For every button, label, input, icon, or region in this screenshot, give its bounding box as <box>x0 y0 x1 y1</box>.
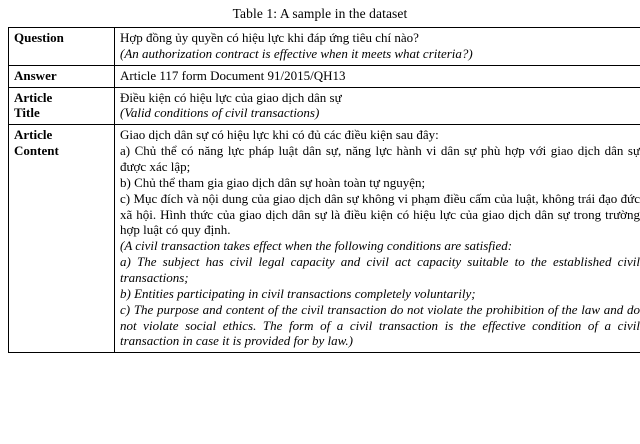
content-line: a) Chủ thể có năng lực pháp luật dân sự, năng lực hành vi dân sự phù hợp với giao dịch dân sự được xác lập; <box>120 143 640 175</box>
row-label-line: Article <box>14 89 53 105</box>
sample-table <box>8 27 640 353</box>
row-label-article-content <box>9 125 115 353</box>
table-row <box>9 28 640 66</box>
row-content-article-content <box>115 125 640 353</box>
row-content-answer <box>115 65 640 87</box>
content-line: c) The purpose and content of the civil transaction do not violate the prohibition of the law and do not violate social ethics. The form of a civil transaction is the effective condition of a civil transaction in case it is provided for by law.) <box>120 301 640 349</box>
content-line: a) The subject has civil legal capacity and civil act capacity suitable to the established civil transactions; <box>120 254 640 286</box>
content-line: c) Mục đích và nội dung của giao dịch dân sự không vi phạm điều cấm của luật, không trái đạo đức xã hội. Hình thức của giao dịch dân sự là điều kiện có hiệu lực của giao dịch dân sự trong trường hợp luật có quy định. <box>120 190 640 238</box>
table-row <box>9 125 640 353</box>
row-label-line: Article <box>14 127 53 143</box>
row-label-line: Title <box>14 105 40 121</box>
content-line: b) Entities participating in civil transactions completely voluntarily; <box>120 285 476 301</box>
content-line: (Valid conditions of civil transactions) <box>120 105 320 121</box>
content-line: b) Chủ thể tham gia giao dịch dân sự hoàn toàn tự nguyện; <box>120 174 426 190</box>
content-line: (An authorization contract is effective when it meets what criteria?) <box>120 45 473 61</box>
row-content-question <box>115 28 640 66</box>
content-line: Hợp đồng ủy quyền có hiệu lực khi đáp ứng tiêu chí nào? <box>120 30 419 45</box>
table-row <box>9 87 640 125</box>
content-line: Điều kiện có hiệu lực của giao dịch dân sự <box>120 89 342 105</box>
row-label-answer <box>9 65 115 87</box>
row-label-line: Question <box>14 30 64 45</box>
row-label-line: Content <box>14 143 59 159</box>
content-line: Article 117 form Document 91/2015/QH13 <box>120 67 346 83</box>
table-row <box>9 65 640 87</box>
table-caption: Table 1: A sample in the dataset <box>232 6 408 21</box>
row-label-article-title <box>9 87 115 125</box>
content-line: (A civil transaction takes effect when the following conditions are satisfied: <box>120 238 513 254</box>
table-body <box>9 28 640 353</box>
row-content-article-title <box>115 87 640 125</box>
row-label-line: Answer <box>14 67 57 83</box>
content-line: Giao dịch dân sự có hiệu lực khi có đủ các điều kiện sau đây: <box>120 127 439 143</box>
row-label-question <box>9 28 115 66</box>
